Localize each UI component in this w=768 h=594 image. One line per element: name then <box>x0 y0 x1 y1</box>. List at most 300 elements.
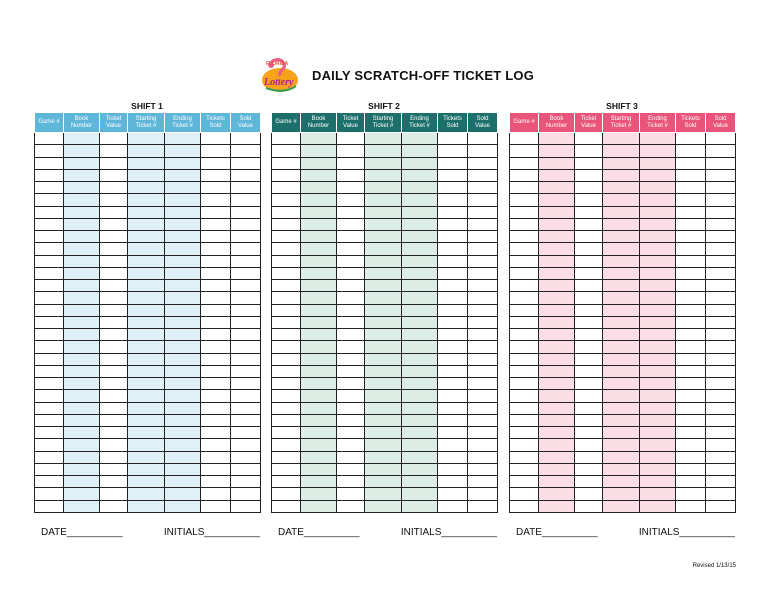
entry-cell[interactable] <box>35 243 64 255</box>
entry-cell[interactable] <box>165 476 201 488</box>
entry-cell[interactable] <box>231 500 261 512</box>
entry-cell[interactable] <box>468 255 498 267</box>
entry-cell[interactable] <box>64 169 100 181</box>
entry-cell[interactable] <box>231 194 261 206</box>
entry-cell[interactable] <box>468 500 498 512</box>
entry-cell[interactable] <box>539 500 575 512</box>
entry-cell[interactable] <box>676 194 706 206</box>
entry-cell[interactable] <box>575 267 603 279</box>
entry-cell[interactable] <box>64 231 100 243</box>
entry-cell[interactable] <box>510 145 539 157</box>
entry-cell[interactable] <box>64 206 100 218</box>
entry-cell[interactable] <box>402 206 438 218</box>
entry-cell[interactable] <box>165 451 201 463</box>
entry-cell[interactable] <box>301 231 337 243</box>
entry-cell[interactable] <box>510 292 539 304</box>
entry-cell[interactable] <box>35 133 64 145</box>
entry-cell[interactable] <box>402 414 438 426</box>
entry-cell[interactable] <box>272 304 301 316</box>
entry-cell[interactable] <box>128 390 165 402</box>
entry-cell[interactable] <box>706 145 736 157</box>
entry-cell[interactable] <box>676 218 706 230</box>
entry-cell[interactable] <box>231 439 261 451</box>
entry-cell[interactable] <box>468 267 498 279</box>
entry-cell[interactable] <box>438 353 468 365</box>
entry-cell[interactable] <box>706 304 736 316</box>
entry-cell[interactable] <box>35 402 64 414</box>
entry-cell[interactable] <box>128 451 165 463</box>
entry-cell[interactable] <box>603 255 640 267</box>
entry-cell[interactable] <box>337 439 365 451</box>
entry-cell[interactable] <box>128 280 165 292</box>
entry-cell[interactable] <box>365 206 402 218</box>
entry-cell[interactable] <box>640 488 676 500</box>
entry-cell[interactable] <box>165 329 201 341</box>
entry-cell[interactable] <box>337 145 365 157</box>
entry-cell[interactable] <box>231 316 261 328</box>
entry-cell[interactable] <box>438 500 468 512</box>
entry-cell[interactable] <box>438 157 468 169</box>
entry-cell[interactable] <box>35 427 64 439</box>
entry-cell[interactable] <box>706 427 736 439</box>
entry-cell[interactable] <box>165 243 201 255</box>
entry-cell[interactable] <box>128 145 165 157</box>
entry-cell[interactable] <box>231 243 261 255</box>
entry-cell[interactable] <box>100 451 128 463</box>
entry-cell[interactable] <box>438 329 468 341</box>
entry-cell[interactable] <box>706 365 736 377</box>
entry-cell[interactable] <box>165 304 201 316</box>
entry-cell[interactable] <box>165 231 201 243</box>
entry-cell[interactable] <box>35 488 64 500</box>
entry-cell[interactable] <box>165 292 201 304</box>
entry-cell[interactable] <box>468 378 498 390</box>
entry-cell[interactable] <box>165 316 201 328</box>
entry-cell[interactable] <box>468 280 498 292</box>
entry-cell[interactable] <box>510 500 539 512</box>
entry-cell[interactable] <box>468 194 498 206</box>
entry-cell[interactable] <box>35 145 64 157</box>
entry-cell[interactable] <box>640 341 676 353</box>
entry-cell[interactable] <box>640 476 676 488</box>
entry-cell[interactable] <box>128 365 165 377</box>
entry-cell[interactable] <box>365 451 402 463</box>
entry-cell[interactable] <box>402 329 438 341</box>
entry-cell[interactable] <box>64 365 100 377</box>
entry-cell[interactable] <box>539 476 575 488</box>
entry-cell[interactable] <box>35 157 64 169</box>
entry-cell[interactable] <box>64 427 100 439</box>
entry-cell[interactable] <box>640 292 676 304</box>
entry-cell[interactable] <box>64 292 100 304</box>
entry-cell[interactable] <box>438 133 468 145</box>
entry-cell[interactable] <box>539 414 575 426</box>
entry-cell[interactable] <box>201 451 231 463</box>
entry-cell[interactable] <box>365 378 402 390</box>
entry-cell[interactable] <box>64 341 100 353</box>
entry-cell[interactable] <box>201 133 231 145</box>
entry-cell[interactable] <box>201 145 231 157</box>
entry-cell[interactable] <box>510 316 539 328</box>
entry-cell[interactable] <box>35 194 64 206</box>
entry-cell[interactable] <box>100 292 128 304</box>
entry-cell[interactable] <box>438 427 468 439</box>
entry-cell[interactable] <box>100 231 128 243</box>
entry-cell[interactable] <box>128 353 165 365</box>
entry-cell[interactable] <box>706 133 736 145</box>
entry-cell[interactable] <box>100 157 128 169</box>
entry-cell[interactable] <box>100 169 128 181</box>
entry-cell[interactable] <box>64 280 100 292</box>
entry-cell[interactable] <box>539 255 575 267</box>
entry-cell[interactable] <box>402 365 438 377</box>
entry-cell[interactable] <box>301 243 337 255</box>
entry-cell[interactable] <box>365 157 402 169</box>
entry-cell[interactable] <box>64 255 100 267</box>
entry-cell[interactable] <box>337 488 365 500</box>
entry-cell[interactable] <box>402 316 438 328</box>
entry-cell[interactable] <box>100 329 128 341</box>
entry-cell[interactable] <box>35 206 64 218</box>
entry-cell[interactable] <box>201 194 231 206</box>
entry-cell[interactable] <box>510 329 539 341</box>
entry-cell[interactable] <box>201 329 231 341</box>
entry-cell[interactable] <box>640 169 676 181</box>
entry-cell[interactable] <box>165 157 201 169</box>
entry-cell[interactable] <box>301 218 337 230</box>
entry-cell[interactable] <box>706 157 736 169</box>
entry-cell[interactable] <box>100 267 128 279</box>
entry-cell[interactable] <box>128 231 165 243</box>
entry-cell[interactable] <box>676 206 706 218</box>
entry-cell[interactable] <box>640 194 676 206</box>
entry-cell[interactable] <box>165 169 201 181</box>
entry-cell[interactable] <box>337 329 365 341</box>
entry-cell[interactable] <box>676 292 706 304</box>
entry-cell[interactable] <box>365 231 402 243</box>
entry-cell[interactable] <box>100 427 128 439</box>
entry-cell[interactable] <box>231 267 261 279</box>
entry-cell[interactable] <box>575 378 603 390</box>
entry-cell[interactable] <box>603 414 640 426</box>
entry-cell[interactable] <box>64 218 100 230</box>
entry-cell[interactable] <box>100 341 128 353</box>
entry-cell[interactable] <box>337 157 365 169</box>
entry-cell[interactable] <box>365 255 402 267</box>
entry-cell[interactable] <box>575 402 603 414</box>
entry-cell[interactable] <box>640 390 676 402</box>
entry-cell[interactable] <box>272 500 301 512</box>
entry-cell[interactable] <box>510 414 539 426</box>
entry-cell[interactable] <box>510 169 539 181</box>
entry-cell[interactable] <box>128 341 165 353</box>
entry-cell[interactable] <box>35 378 64 390</box>
entry-cell[interactable] <box>706 231 736 243</box>
entry-cell[interactable] <box>301 341 337 353</box>
entry-cell[interactable] <box>510 427 539 439</box>
entry-cell[interactable] <box>231 463 261 475</box>
entry-cell[interactable] <box>468 304 498 316</box>
entry-cell[interactable] <box>231 365 261 377</box>
entry-cell[interactable] <box>676 133 706 145</box>
entry-cell[interactable] <box>539 488 575 500</box>
entry-cell[interactable] <box>539 231 575 243</box>
entry-cell[interactable] <box>438 378 468 390</box>
entry-cell[interactable] <box>301 169 337 181</box>
entry-cell[interactable] <box>272 194 301 206</box>
entry-cell[interactable] <box>640 365 676 377</box>
entry-cell[interactable] <box>438 255 468 267</box>
entry-cell[interactable] <box>272 427 301 439</box>
entry-cell[interactable] <box>272 292 301 304</box>
entry-cell[interactable] <box>510 439 539 451</box>
entry-cell[interactable] <box>438 341 468 353</box>
entry-cell[interactable] <box>272 316 301 328</box>
entry-cell[interactable] <box>165 414 201 426</box>
entry-cell[interactable] <box>640 182 676 194</box>
entry-cell[interactable] <box>640 280 676 292</box>
entry-cell[interactable] <box>510 341 539 353</box>
entry-cell[interactable] <box>603 243 640 255</box>
entry-cell[interactable] <box>539 169 575 181</box>
entry-cell[interactable] <box>438 292 468 304</box>
entry-cell[interactable] <box>706 488 736 500</box>
entry-cell[interactable] <box>64 500 100 512</box>
entry-cell[interactable] <box>510 390 539 402</box>
entry-cell[interactable] <box>337 194 365 206</box>
entry-cell[interactable] <box>640 427 676 439</box>
entry-cell[interactable] <box>231 280 261 292</box>
entry-cell[interactable] <box>128 182 165 194</box>
entry-cell[interactable] <box>301 402 337 414</box>
entry-cell[interactable] <box>575 390 603 402</box>
entry-cell[interactable] <box>201 476 231 488</box>
entry-cell[interactable] <box>603 500 640 512</box>
entry-cell[interactable] <box>301 378 337 390</box>
entry-cell[interactable] <box>676 353 706 365</box>
entry-cell[interactable] <box>640 439 676 451</box>
entry-cell[interactable] <box>337 476 365 488</box>
entry-cell[interactable] <box>128 292 165 304</box>
entry-cell[interactable] <box>272 145 301 157</box>
entry-cell[interactable] <box>365 169 402 181</box>
entry-cell[interactable] <box>128 463 165 475</box>
entry-cell[interactable] <box>402 439 438 451</box>
entry-cell[interactable] <box>128 329 165 341</box>
entry-cell[interactable] <box>575 218 603 230</box>
entry-cell[interactable] <box>468 218 498 230</box>
entry-cell[interactable] <box>35 451 64 463</box>
entry-cell[interactable] <box>165 463 201 475</box>
entry-cell[interactable] <box>468 439 498 451</box>
entry-cell[interactable] <box>468 206 498 218</box>
entry-cell[interactable] <box>35 169 64 181</box>
entry-cell[interactable] <box>575 329 603 341</box>
entry-cell[interactable] <box>603 316 640 328</box>
entry-cell[interactable] <box>165 255 201 267</box>
entry-cell[interactable] <box>539 304 575 316</box>
entry-cell[interactable] <box>676 169 706 181</box>
entry-cell[interactable] <box>100 402 128 414</box>
entry-cell[interactable] <box>575 488 603 500</box>
entry-cell[interactable] <box>100 316 128 328</box>
entry-cell[interactable] <box>575 451 603 463</box>
entry-cell[interactable] <box>510 476 539 488</box>
entry-cell[interactable] <box>272 488 301 500</box>
entry-cell[interactable] <box>438 304 468 316</box>
entry-cell[interactable] <box>100 463 128 475</box>
entry-cell[interactable] <box>603 292 640 304</box>
entry-cell[interactable] <box>365 353 402 365</box>
entry-cell[interactable] <box>337 182 365 194</box>
entry-cell[interactable] <box>337 292 365 304</box>
entry-cell[interactable] <box>402 169 438 181</box>
entry-cell[interactable] <box>438 231 468 243</box>
entry-cell[interactable] <box>231 169 261 181</box>
entry-cell[interactable] <box>539 243 575 255</box>
entry-cell[interactable] <box>201 463 231 475</box>
entry-cell[interactable] <box>603 365 640 377</box>
entry-cell[interactable] <box>402 390 438 402</box>
entry-cell[interactable] <box>706 500 736 512</box>
entry-cell[interactable] <box>603 390 640 402</box>
entry-cell[interactable] <box>640 206 676 218</box>
entry-cell[interactable] <box>706 206 736 218</box>
entry-cell[interactable] <box>706 353 736 365</box>
entry-cell[interactable] <box>301 353 337 365</box>
entry-cell[interactable] <box>603 427 640 439</box>
entry-cell[interactable] <box>706 316 736 328</box>
entry-cell[interactable] <box>365 243 402 255</box>
entry-cell[interactable] <box>201 390 231 402</box>
entry-cell[interactable] <box>100 280 128 292</box>
entry-cell[interactable] <box>438 243 468 255</box>
entry-cell[interactable] <box>201 280 231 292</box>
entry-cell[interactable] <box>64 378 100 390</box>
entry-cell[interactable] <box>301 451 337 463</box>
entry-cell[interactable] <box>201 231 231 243</box>
entry-cell[interactable] <box>35 292 64 304</box>
entry-cell[interactable] <box>365 427 402 439</box>
entry-cell[interactable] <box>165 402 201 414</box>
entry-cell[interactable] <box>510 365 539 377</box>
entry-cell[interactable] <box>640 451 676 463</box>
entry-cell[interactable] <box>676 488 706 500</box>
entry-cell[interactable] <box>301 157 337 169</box>
entry-cell[interactable] <box>402 231 438 243</box>
entry-cell[interactable] <box>128 476 165 488</box>
entry-cell[interactable] <box>510 157 539 169</box>
entry-cell[interactable] <box>575 169 603 181</box>
entry-cell[interactable] <box>640 414 676 426</box>
entry-cell[interactable] <box>640 378 676 390</box>
entry-cell[interactable] <box>706 329 736 341</box>
entry-cell[interactable] <box>201 341 231 353</box>
entry-cell[interactable] <box>706 169 736 181</box>
entry-cell[interactable] <box>272 365 301 377</box>
entry-cell[interactable] <box>575 243 603 255</box>
entry-cell[interactable] <box>706 414 736 426</box>
entry-cell[interactable] <box>231 353 261 365</box>
entry-cell[interactable] <box>64 157 100 169</box>
entry-cell[interactable] <box>272 353 301 365</box>
entry-cell[interactable] <box>510 243 539 255</box>
entry-cell[interactable] <box>301 304 337 316</box>
entry-cell[interactable] <box>231 390 261 402</box>
entry-cell[interactable] <box>402 145 438 157</box>
entry-cell[interactable] <box>365 182 402 194</box>
entry-cell[interactable] <box>510 402 539 414</box>
entry-cell[interactable] <box>365 476 402 488</box>
entry-cell[interactable] <box>365 316 402 328</box>
entry-cell[interactable] <box>201 402 231 414</box>
entry-cell[interactable] <box>539 194 575 206</box>
entry-cell[interactable] <box>272 378 301 390</box>
entry-cell[interactable] <box>231 402 261 414</box>
entry-cell[interactable] <box>402 280 438 292</box>
entry-cell[interactable] <box>201 316 231 328</box>
entry-cell[interactable] <box>706 390 736 402</box>
entry-cell[interactable] <box>231 218 261 230</box>
entry-cell[interactable] <box>402 500 438 512</box>
entry-cell[interactable] <box>539 267 575 279</box>
entry-cell[interactable] <box>301 463 337 475</box>
entry-cell[interactable] <box>365 463 402 475</box>
entry-cell[interactable] <box>128 427 165 439</box>
entry-cell[interactable] <box>35 353 64 365</box>
entry-cell[interactable] <box>201 500 231 512</box>
entry-cell[interactable] <box>231 292 261 304</box>
entry-cell[interactable] <box>301 206 337 218</box>
entry-cell[interactable] <box>640 255 676 267</box>
entry-cell[interactable] <box>100 243 128 255</box>
entry-cell[interactable] <box>272 231 301 243</box>
entry-cell[interactable] <box>575 182 603 194</box>
entry-cell[interactable] <box>603 378 640 390</box>
entry-cell[interactable] <box>231 329 261 341</box>
entry-cell[interactable] <box>468 182 498 194</box>
entry-cell[interactable] <box>402 451 438 463</box>
entry-cell[interactable] <box>539 292 575 304</box>
entry-cell[interactable] <box>438 267 468 279</box>
entry-cell[interactable] <box>575 414 603 426</box>
entry-cell[interactable] <box>706 378 736 390</box>
entry-cell[interactable] <box>676 255 706 267</box>
entry-cell[interactable] <box>539 341 575 353</box>
entry-cell[interactable] <box>231 488 261 500</box>
entry-cell[interactable] <box>640 218 676 230</box>
entry-cell[interactable] <box>64 390 100 402</box>
entry-cell[interactable] <box>100 414 128 426</box>
entry-cell[interactable] <box>510 218 539 230</box>
entry-cell[interactable] <box>640 463 676 475</box>
entry-cell[interactable] <box>337 402 365 414</box>
entry-cell[interactable] <box>510 231 539 243</box>
entry-cell[interactable] <box>706 280 736 292</box>
entry-cell[interactable] <box>438 280 468 292</box>
entry-cell[interactable] <box>539 439 575 451</box>
entry-cell[interactable] <box>272 402 301 414</box>
entry-cell[interactable] <box>575 255 603 267</box>
entry-cell[interactable] <box>365 267 402 279</box>
entry-cell[interactable] <box>575 133 603 145</box>
entry-cell[interactable] <box>402 292 438 304</box>
entry-cell[interactable] <box>201 292 231 304</box>
entry-cell[interactable] <box>128 304 165 316</box>
entry-cell[interactable] <box>438 169 468 181</box>
entry-cell[interactable] <box>35 182 64 194</box>
entry-cell[interactable] <box>35 329 64 341</box>
